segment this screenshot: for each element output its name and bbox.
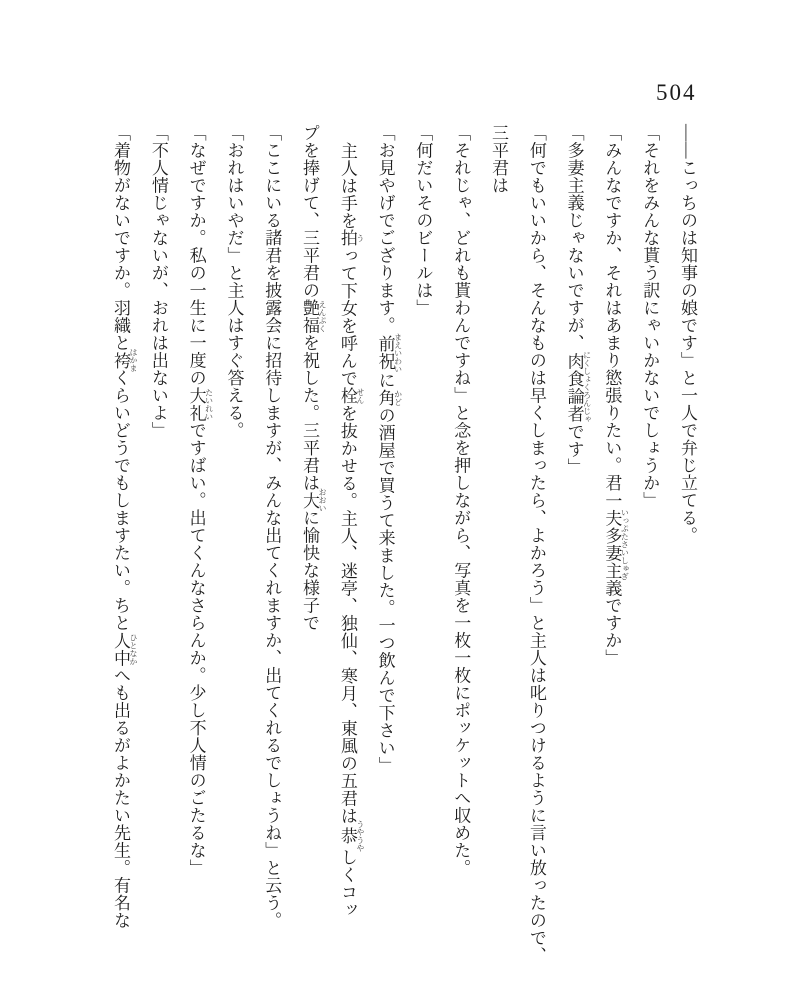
- furigana: ひとなか: [129, 631, 139, 667]
- ruby-annotated-word: 角 かど: [375, 389, 403, 407]
- text-block: [101, 124, 706, 964]
- furigana: えんぷく: [318, 299, 328, 334]
- furigana: かど: [393, 389, 403, 407]
- furigana: いっぷたさいしゅぎ: [620, 491, 630, 597]
- text-line: 「多妻主義じゃないですが、肉食論者 にくしょくろんじゃです」: [564, 124, 592, 476]
- text-line: 「なぜですか。私の一生に一度の大礼 たいれいですばい。出てくんなさらんか。少し不人情のごたるな」: [186, 124, 214, 877]
- ruby-annotated-word: 栓 せん: [337, 386, 365, 404]
- text-line: 「それをみんな貰う訳にゃいかないでしょうか」: [640, 124, 660, 509]
- furigana: たいれい: [204, 386, 214, 422]
- text-line: 「みんなですか、それはあまり慾張りたい。君一夫多妻主義 いっぷたさいしゅぎですか」: [602, 124, 630, 667]
- ruby-annotated-word: 肉食論者 にくしょくろんじゃ: [564, 351, 592, 424]
- furigana: はかま: [129, 348, 139, 373]
- ruby-annotated-word: 袴 はかま: [111, 348, 139, 373]
- text-line: 主人は手を拍 うって下女を呼んで栓 せんを抜かせる。主人、迷亭、独仙、寒月、東風の五君は恭 うやうやしくコッ: [337, 141, 365, 918]
- text-line: 「何でもいいから、そんなものは早くしまったら、よかろう」と主人は叱りつけるように言い放ったので、: [526, 124, 546, 964]
- text-line: 「それじゃ、どれも貰わんですね」と念を押しながら、写真を一枚一枚にポッケットへ収めた。: [451, 124, 471, 877]
- furigana: おおい: [318, 488, 328, 513]
- furigana: う: [355, 229, 365, 247]
- ruby-annotated-word: 拍 う: [337, 229, 365, 247]
- ruby-annotated-word: 大礼 たいれい: [186, 386, 214, 422]
- text-line: 「ここにいる諸君を披露会に招待しますが、みんな出てくれますか、出てくれるでしょうね」と云う。: [262, 124, 282, 929]
- text-line: 「着物がないですか。羽織と袴 はかまくらいどうでもしますたい。ちと人中 ひとなかへも出るがよかたい先生。有名な: [111, 124, 139, 929]
- ruby-annotated-word: 大 おおい: [300, 488, 328, 513]
- text-line: 「何だいそのビールは」: [413, 124, 433, 317]
- text-line: 「おれはいやだ」と主人はすぐ答える。: [224, 124, 244, 439]
- page-number: 504: [656, 80, 697, 105]
- furigana: にくしょくろんじゃ: [582, 351, 592, 424]
- text-line: 三平君は: [489, 124, 509, 194]
- furigana: まえいわい: [393, 332, 403, 373]
- text-line: プを捧げて、三平君の艶福 えんぷくを祝した。三平君は大 おおいに愉快な様子で: [300, 124, 328, 632]
- ruby-annotated-word: 前祝 まえいわい: [375, 332, 403, 373]
- text-line: 「お見やげでござります。前祝 まえいわいに角 かどの酒屋で買うて来ました。一つ飲んで下さい」: [375, 124, 403, 774]
- ruby-annotated-word: 恭 うやうや: [337, 820, 365, 852]
- ruby-annotated-word: 一夫多妻主義 いっぷたさいしゅぎ: [602, 491, 630, 597]
- text-line: 「不人情じゃないが、おれは出ないよ」: [148, 124, 168, 439]
- text-line: ――こっちのは知事の娘です」と一人で弁じ立てる。: [678, 124, 697, 544]
- furigana: せん: [355, 386, 365, 404]
- ruby-annotated-word: 人中 ひとなか: [111, 631, 139, 667]
- ruby-annotated-word: 艶福 えんぷく: [300, 299, 328, 334]
- furigana: うやうや: [355, 820, 365, 852]
